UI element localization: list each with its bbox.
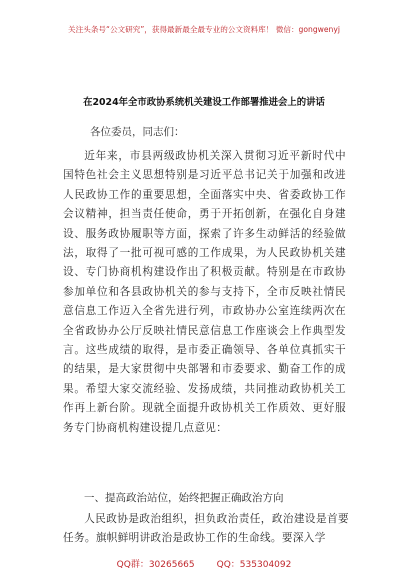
header-banner: 关注头条号“公文研究”，获得最新最全最专业的公文资料库！ 微信：gongwenyj [68,25,340,34]
document-title: 在2024年全市政协系统机关建设工作部署推进会上的讲话 [83,97,325,108]
section-body [63,510,349,549]
section-heading: 一、提高政治站位，始终把握正确政治方向 [84,492,284,504]
document-body [63,147,346,438]
footer-qq: QQ：535304092 [216,560,292,570]
body-paragraph: 近年来，市县两级政协机关深入贯彻习近平新时代中国特色社会主义思想特别是习近平总书记关于加强和改进人民政协工作的重要思想，全面落实中央、省委政协工作会议精神，担当责任使命，勇于开拓创新，在强化自身建设、服务政协履职等方面，探索了许多生动鲜活的经验做法，取得了一批可视可感的工作成果，为人民政协机关建设、专门协商机构建设作出了积极贡献。特别是在市政协参加单位和各县政协机关的参与支持下，全市反映社情民意信息工作迈入全省先进行列，市政协办公室连续两次在全省政协办公厅反映社情民意信息工作座谈会上作典型发言。这些成绩的取得，是市委正确领导、各单位真抓实干的结果，是大家贯彻中央部署和市委要求、勤奋工作的成果。希望大家交流经验、发扬成绩，共同推动政协机关工作再上新台阶。现就全面提升政协机关工作质效、更好服务专门协商机构建设提几点意见： [63,150,346,434]
footer-contact [0,557,408,570]
footer-qq-group: QQ群：30265665 [116,560,195,570]
section-paragraph: 人民政协是政治组织，担负政治责任，政治建设是首要任务。旗帜鲜明讲政治是政协工作的生命线。要深入学 [63,513,349,545]
salutation: 各位委员，同志们： [90,126,185,138]
